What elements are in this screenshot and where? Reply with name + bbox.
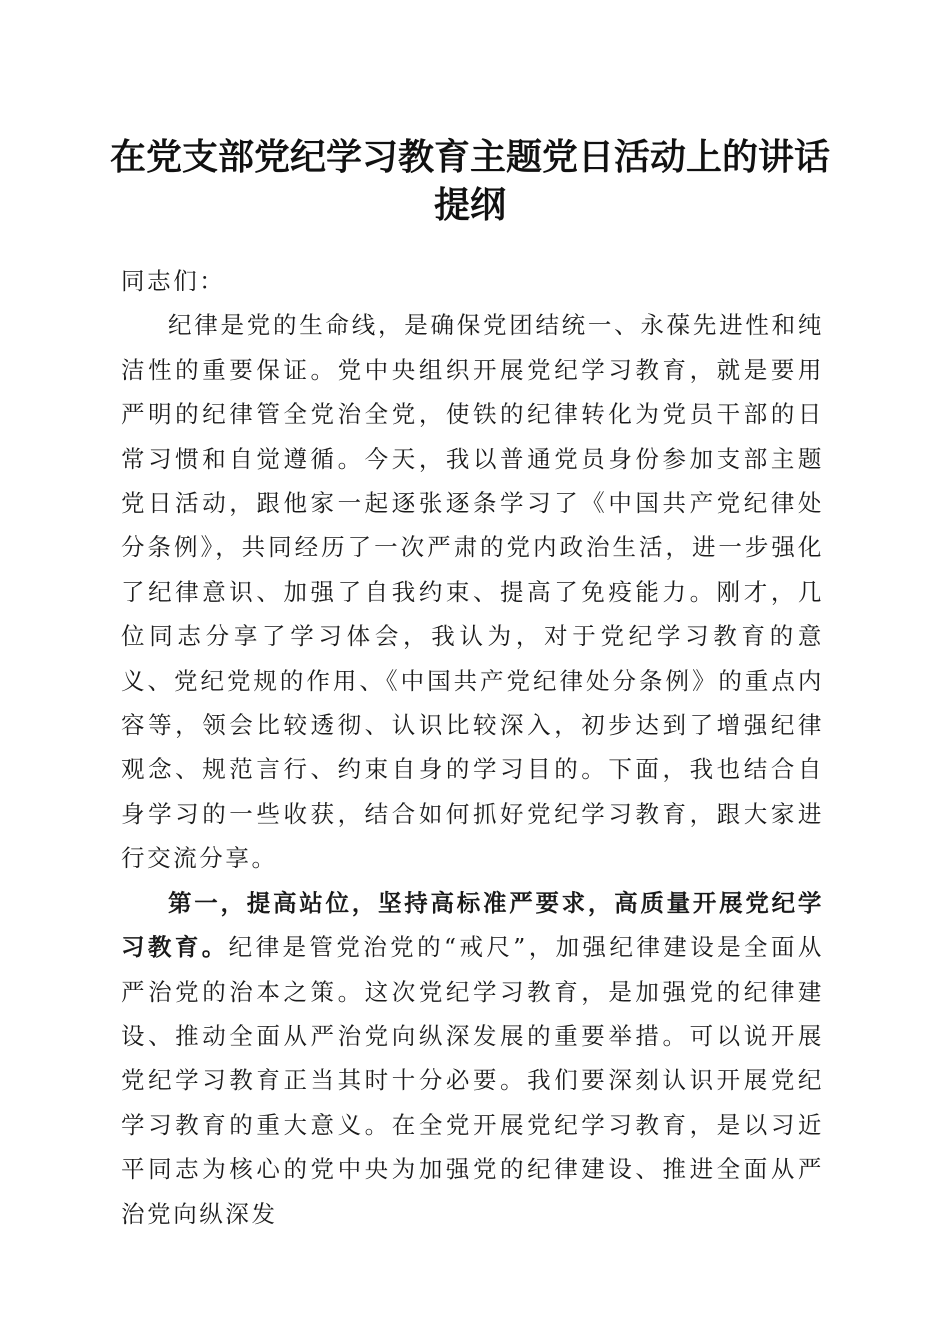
- paragraph-first-point-text: 纪律是管党治党的“戒尺”，加强纪律建设是全面从严治党的治本之策。这次党纪学习教育，是加强党的纪律建设、推动全面从严治党向纵深发展的重要举措。可以说开展党纪学习教育正当其时十分必要。我们要深刻认识开展党纪学习教育的重大意义。在全党开展党纪学习教育，是以习近平同志为核心的党中央为加强党的纪律建设、推进全面从严治党向纵深发: [121, 933, 824, 1228]
- greeting: 同志们：: [121, 267, 226, 295]
- document-body: [121, 259, 824, 1236]
- document-title: 在党支部党纪学习教育主题党日活动上的讲话提纲: [109, 136, 830, 226]
- paragraph-first-point: [121, 881, 824, 1236]
- paragraph-intro: 纪律是党的生命线，是确保党团结统一、永葆先进性和纯洁性的重要保证。党中央组织开展党纪学习教育，就是要用严明的纪律管全党治全党，使铁的纪律转化为党员干部的日常习惯和自觉遵循。今天，我以普通党员身份参加支部主题党日活动，跟他家一起逐张逐条学习了《中国共产党纪律处分条例》，共同经历了一次严肃的党内政治生活，进一步强化了纪律意识、加强了自我约束、提高了免疫能力。刚才，几位同志分享了学习体会，我认为，对于党纪学习教育的意义、党纪党规的作用、《中国共产党纪律处分条例》的重点内容等，领会比较透彻、认识比较深入，初步达到了增强纪律观念、规范言行、约束自身的学习目的。下面，我也结合自身学习的一些收获，结合如何抓好党纪学习教育，跟大家进行交流分享。: [121, 311, 824, 873]
- paragraph-first-point-heading: 第一，提高站位，坚持高标准严要求，高质量开展党纪学习教育。: [121, 888, 824, 962]
